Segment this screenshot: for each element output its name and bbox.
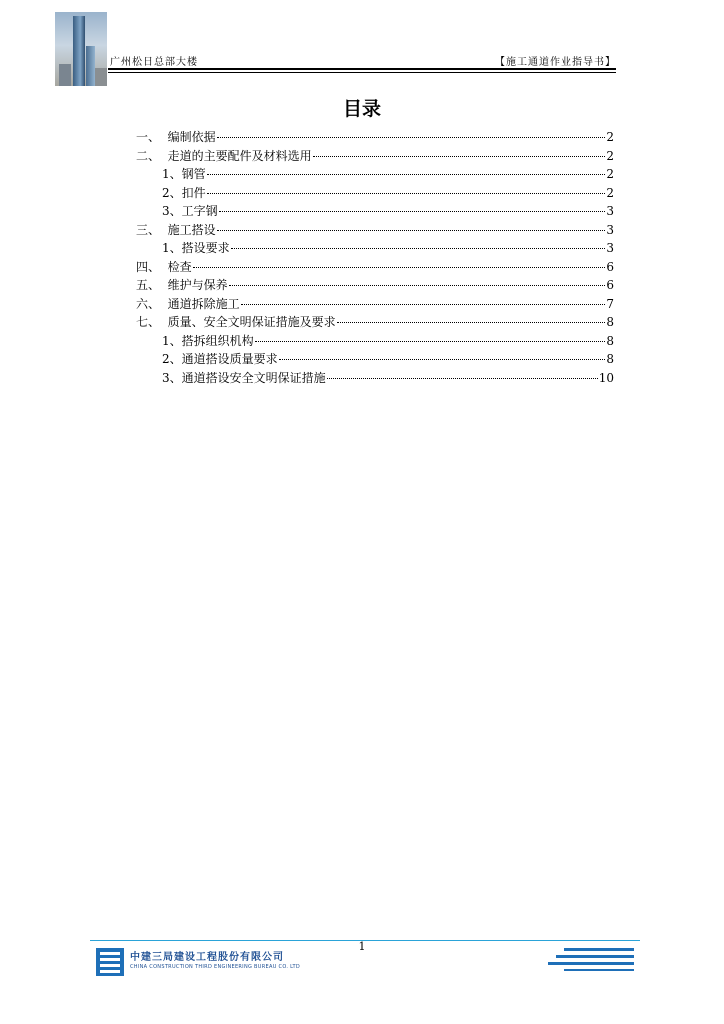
toc-entry[interactable] xyxy=(136,184,614,203)
toc-entry-number: 六、 xyxy=(136,296,168,311)
toc-entry-page: 10 xyxy=(598,370,614,385)
toc-entry-page: 8 xyxy=(606,315,614,329)
toc-entry[interactable] xyxy=(136,350,614,369)
toc-entry[interactable] xyxy=(136,128,614,147)
toc-entry-page: 2 xyxy=(606,148,614,163)
toc-entry-page: 2 xyxy=(606,185,614,200)
toc-leader-dots xyxy=(313,156,606,157)
toc-leader-dots xyxy=(229,285,606,286)
toc-entry-number: 1、 xyxy=(162,167,182,181)
toc-entry[interactable] xyxy=(136,295,614,314)
toc-entry-number: 一、 xyxy=(136,130,168,144)
toc-entry[interactable] xyxy=(136,221,614,240)
toc-entry-page: 3 xyxy=(606,222,614,237)
table-of-contents xyxy=(136,128,614,387)
toc-entry-page: 6 xyxy=(606,259,614,274)
toc-entry-label: 检查 xyxy=(167,259,192,274)
toc-entry-number: 七、 xyxy=(136,315,168,329)
toc-entry-label: 质量、安全文明保证措施及要求 xyxy=(167,315,336,329)
toc-entry[interactable] xyxy=(136,332,614,351)
toc-entry-number: 二、 xyxy=(136,148,168,163)
toc-leader-dots xyxy=(217,137,606,138)
toc-entry-page: 2 xyxy=(606,130,614,144)
toc-entry-label: 通道搭设安全文明保证措施 xyxy=(181,370,326,385)
toc-entry-page: 8 xyxy=(606,333,614,348)
toc-entry[interactable] xyxy=(136,276,614,295)
toc-entry-label: 工字钢 xyxy=(181,204,218,218)
toc-entry[interactable] xyxy=(136,258,614,277)
toc-entry-label: 维护与保养 xyxy=(167,278,228,292)
toc-entry-page: 3 xyxy=(606,204,614,218)
toc-entry-label: 通道拆除施工 xyxy=(167,296,240,311)
toc-leader-dots xyxy=(193,267,606,268)
header-document-title: 【施工通道作业指导书】 xyxy=(495,57,616,68)
page-number: 1 xyxy=(358,940,366,953)
toc-entry-label: 钢管 xyxy=(181,167,206,181)
toc-entry-number: 1、 xyxy=(162,333,182,348)
toc-leader-dots xyxy=(231,248,606,249)
footer-company-name-en: CHINA CONSTRUCTION THIRD ENGINEERING BUREAU CO. LTD xyxy=(130,964,301,970)
toc-leader-dots xyxy=(327,378,598,379)
toc-entry-number: 2、 xyxy=(162,352,182,366)
toc-leader-dots xyxy=(219,211,606,212)
toc-entry-label: 搭拆组织机构 xyxy=(181,333,254,348)
toc-entry-number: 五、 xyxy=(136,278,168,292)
company-logo-icon xyxy=(96,948,124,976)
toc-entry-number: 2、 xyxy=(162,185,182,200)
toc-entry-number: 四、 xyxy=(136,259,168,274)
footer-stripes-icon xyxy=(548,946,636,972)
toc-entry-number: 三、 xyxy=(136,222,168,237)
toc-entry-page: 2 xyxy=(606,167,614,181)
page-title: 目录 xyxy=(342,98,381,120)
toc-entry-page: 6 xyxy=(606,278,614,292)
building-photo xyxy=(55,12,107,86)
toc-leader-dots xyxy=(241,304,606,305)
toc-entry[interactable] xyxy=(136,165,614,184)
toc-entry-label: 施工搭设 xyxy=(167,222,216,237)
toc-leader-dots xyxy=(207,193,606,194)
toc-entry-page: 7 xyxy=(606,296,614,311)
toc-entry-label: 走道的主要配件及材料选用 xyxy=(167,148,312,163)
header-project-name: 广州松日总部大楼 xyxy=(110,57,198,68)
toc-entry-label: 扣件 xyxy=(181,185,206,200)
toc-entry-number: 3、 xyxy=(162,370,182,385)
toc-entry-label: 搭设要求 xyxy=(181,241,230,255)
header-rule-thin xyxy=(108,72,616,73)
toc-leader-dots xyxy=(207,174,606,175)
toc-entry-page: 3 xyxy=(606,241,614,255)
toc-entry-number: 3、 xyxy=(162,204,182,218)
toc-entry[interactable] xyxy=(136,313,614,332)
header-rule xyxy=(108,68,616,70)
toc-entry-number: 1、 xyxy=(162,241,182,255)
toc-entry[interactable] xyxy=(136,369,614,388)
toc-leader-dots xyxy=(279,359,606,360)
footer-company-name: 中建三局建设工程股份有限公司 xyxy=(130,952,284,963)
toc-entry-label: 编制依据 xyxy=(167,130,216,144)
toc-entry-label: 通道搭设质量要求 xyxy=(181,352,278,366)
toc-leader-dots xyxy=(217,230,606,231)
toc-entry-page: 8 xyxy=(606,352,614,366)
toc-leader-dots xyxy=(255,341,606,342)
toc-leader-dots xyxy=(337,322,606,323)
toc-entry[interactable] xyxy=(136,202,614,221)
toc-entry[interactable] xyxy=(136,239,614,258)
toc-entry[interactable] xyxy=(136,147,614,166)
